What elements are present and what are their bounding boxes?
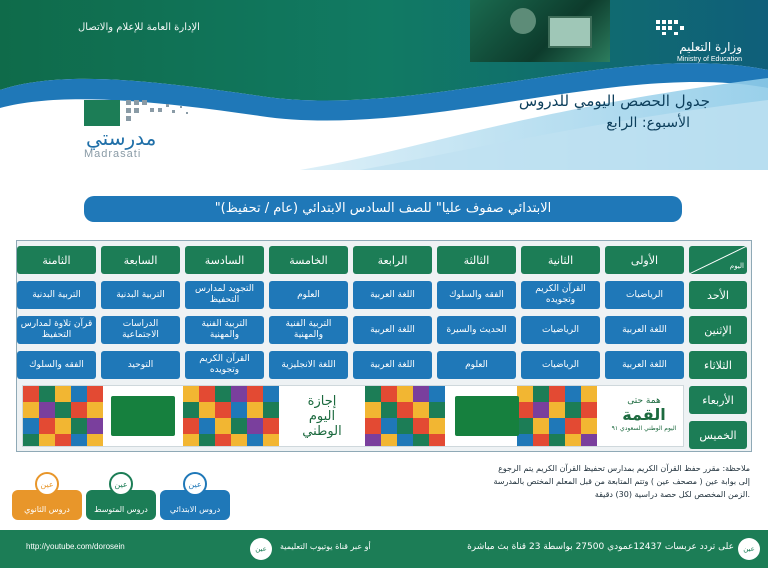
holiday-line1: إجازة [307,394,337,409]
period-header: الخامسة [269,246,348,274]
lesson-cell[interactable]: الرياضيات [521,351,600,379]
badge-primary-label: دروس الابتدائي [160,490,230,520]
period-header: السابعة [101,246,180,274]
lesson-cell[interactable]: اللغة العربية [353,351,432,379]
slogan-small: همة حتى [627,396,661,406]
youtube-link[interactable]: http://youtube.com/dorosein [26,542,125,551]
saudi-flag-icon [455,396,519,436]
lesson-cell[interactable]: العلوم [437,351,516,379]
lesson-cell[interactable]: الرياضيات [605,281,684,309]
screen-figure [548,16,592,48]
ministry-name-en: Ministry of Education [677,56,742,63]
class-title-banner: "الابتدائي صفوف عليا" للصف السادس الابتدائي (عام / تحفيظ) [84,196,682,222]
lesson-cell[interactable]: القرآن الكريم وتجويده [185,351,264,379]
lesson-cell[interactable]: القرآن الكريم وتجويده [521,281,600,309]
day-label: الإثنين [689,316,747,344]
lesson-cell[interactable]: الدراسات الاجتماعية [101,316,180,344]
corner-label: اليوم [729,262,744,270]
slogan-big: القمة [622,405,666,424]
lesson-cell[interactable]: التربية البدنية [17,281,96,309]
header-banner [0,0,768,170]
badge-primary[interactable] [160,472,230,520]
lesson-cell[interactable]: اللغة العربية [605,351,684,379]
slogan-sub: اليوم الوطني السعودي ٩١ [611,425,677,432]
national-day-holiday [22,385,684,447]
period-header: الأولى [605,246,684,274]
ministry-name-ar: وزارة التعليم [679,40,742,54]
period-header: الثانية [521,246,600,274]
lesson-cell[interactable]: اللغة الانجليزية [269,351,348,379]
day-label: الخميس [689,421,747,449]
period-header: الرابعة [353,246,432,274]
youtube-text: أو عبر قناة يوتيوب التعليمية [280,542,371,551]
timetable [16,240,752,452]
note-line2: إلى بوابة عين ( مصحف عين ) وتتم المتابعة من قبل المعلم المختص بالمدرسة [493,477,750,486]
lesson-cell[interactable]: اللغة العربية [605,316,684,344]
lesson-photo [470,0,610,62]
lesson-cell[interactable]: الفقه والسلوك [17,351,96,379]
saudi-flag-icon [111,396,175,436]
day-label: الأربعاء [689,386,747,414]
lesson-cell[interactable]: التجويد لمدارس التحفيظ [185,281,264,309]
note-line3: الزمن المخصص لكل حصة دراسية (30) دقيقة. [594,490,750,499]
lesson-cell[interactable]: الفقه والسلوك [437,281,516,309]
holiday-line3: الوطني [302,424,342,439]
lesson-cell[interactable]: قرآن تلاوة لمدارس التحفيظ [17,316,96,344]
holiday-title [279,386,365,447]
lesson-cell[interactable]: التوحيد [101,351,180,379]
holiday-line2: اليوم [308,409,336,424]
lesson-cell[interactable]: الحديث والسيرة [437,316,516,344]
lesson-cell[interactable]: التربية الفنية والمهنية [185,316,264,344]
madrasati-name-en: Madrasati [84,148,142,160]
lesson-cell[interactable]: العلوم [269,281,348,309]
period-header: الثامنة [17,246,96,274]
table-corner [689,246,747,274]
day-label: الأحد [689,281,747,309]
media-admin-logo: الإدارة العامة للإعلام والاتصال [78,22,200,33]
badge-intermediate[interactable] [86,472,156,520]
satellite-frequency: على تردد عربسات 12437عمودي 27500 بواسطة 23 قناة بث مباشرة [467,542,734,552]
national-day-slogan [605,386,683,447]
lesson-cell[interactable]: الرياضيات [521,316,600,344]
ein-logo-icon: عين [109,472,133,496]
ministry-emblem-icon [654,18,694,36]
madrasati-logo [80,96,210,166]
notes [330,462,750,501]
badge-intermediate-label: دروس المتوسط [86,490,156,520]
ein-logo-icon: عين [738,538,760,560]
period-header: الثالثة [437,246,516,274]
madrasati-name-ar: مدرستي [86,126,157,150]
ein-logo-icon: عين [250,538,272,560]
madrasati-pixel-icon [80,96,210,130]
ein-logo-icon: عين [35,472,59,496]
period-header: السادسة [185,246,264,274]
lesson-cell[interactable]: اللغة العربية [353,281,432,309]
footer [0,530,768,568]
note-line1: ملاحظة: مقرر حفظ القرآن الكريم بمدارس تحفيظ القرآن الكريم يتم الرجوع [498,464,750,473]
ein-logo-icon: عين [183,472,207,496]
schedule-title: جدول الحصص اليومي للدروس [518,92,710,110]
badge-secondary-label: دروس الثانوي [12,490,82,520]
week-label: الأسبوع: الرابع [606,115,690,131]
teacher-figure [510,8,536,34]
lesson-cell[interactable]: التربية الفنية والمهنية [269,316,348,344]
lesson-cell[interactable]: اللغة العربية [353,316,432,344]
badge-secondary[interactable] [12,472,82,520]
lesson-cell[interactable]: التربية البدنية [101,281,180,309]
day-label: الثلاثاء [689,351,747,379]
